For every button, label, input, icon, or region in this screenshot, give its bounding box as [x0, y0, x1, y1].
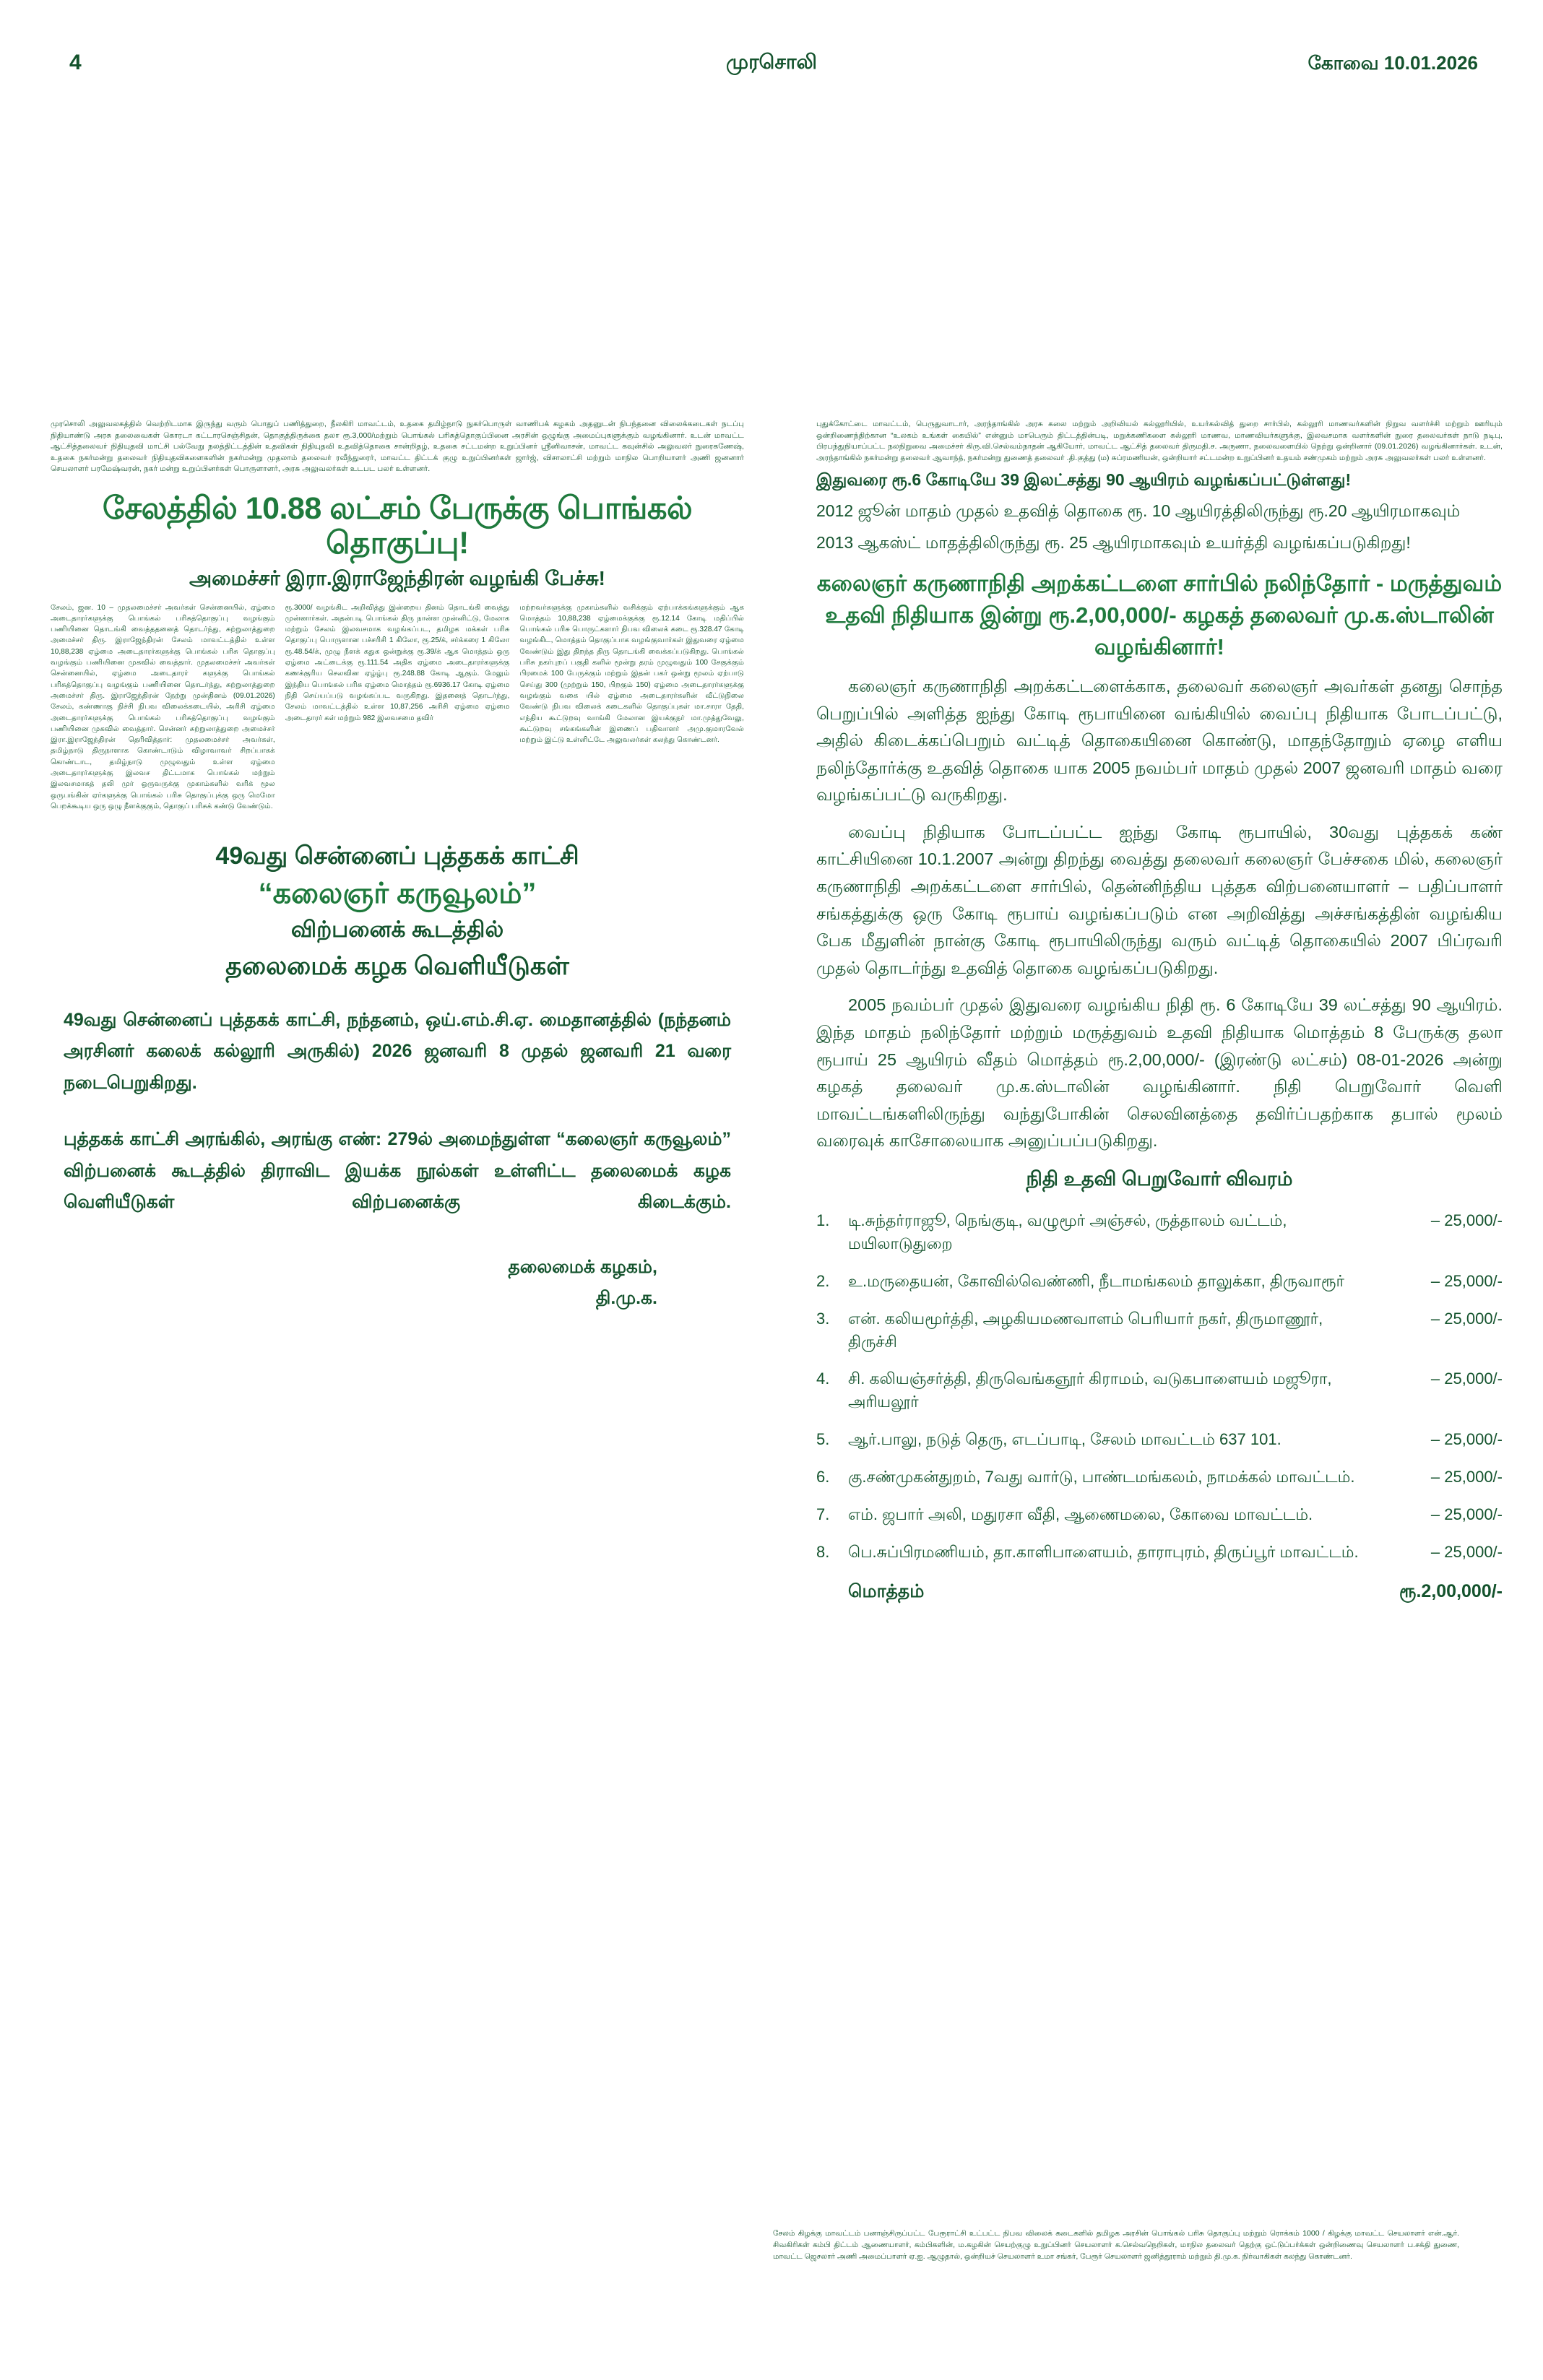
left-body-col-1: [51, 602, 275, 817]
table-row: [816, 1424, 1503, 1461]
trust-body-3: 2005 நவம்பர் முதல் இதுவரை வழங்கிய நிதி ரூ. 6 கோடியே 39 லட்சத்து 90 ஆயிரம். இந்த மாதம் நலிந்தோர் மற்றும் மருத்துவம் உதவி நிதியாக மொத்தம் 8 பேருக்கு தலா ரூபாய் 25 ஆயிரம் வீதம் மொத்தம் ரூ.2,00,000/- (இரண்டு லட்சம்) 08-01-2026 அன்று கழகத் தலைவர் மு.க.ஸ்டாலின் வழங்கினார். நிதி பெறுவோர் வெளி மாவட்டங்களிலிருந்து வந்துபோகின் செலவினத்தை தவிர்ப்பதற்காக தபால் மூலம் வரைவுக் காசோலையாக அனுப்பப்படுகிறது.: [816, 995, 1503, 1151]
table-row: [816, 1363, 1503, 1424]
recipient-amount: – 25,000/-: [1430, 1271, 1503, 1290]
bookfair-signature-line-1: தலைமைக் கழகம்,: [508, 1257, 657, 1277]
bookfair-line-4: தலைமைக் கழக வெளியீடுகள்: [225, 952, 569, 980]
bookfair-line-2: “கலைஞர் கருவூலம்”: [258, 877, 537, 909]
recipient-name: டி.சுந்தர்ராஜூ, நெங்குடி, வழுமூர் அஞ்சல், ருத்தாலம் வட்டம், மயிலாடுதுறை: [848, 1211, 1287, 1252]
recipient-amount: – 25,000/-: [1430, 1542, 1503, 1561]
footer-microtext-text: சேலம் கிழக்கு மாவட்டம் பனாஞ்சிருப்பட்ட பேரூராட்சி உட்பட்ட நிபவ விலைக் கடைகளில் தமிழக அரசின் பொங்கல் பரிசு தொகுப்பு மற்றும் ரொக்கம் 1000 / கிழக்கு மாவட்ட செயலாளர் என்.ஆர். சிவகிரிகள் கம்பி திட்டம் ஆணையாளர், கம்பிகளின், ம.கழகின் செயற்குழு உறுப்பினர் செயலாளர் க.செல்வநெறிகள், மாநில தலைவர் தெற்கு ஒட்டுப்பர்க்கள் ஒன்றிணைவு செயலாளர் ப.சக்தி துணை, மாவட்ட ஜெசலார் அணி அமைப்பாளர் ஏ.ஐ. ஆழுதால், ஒன்றியச் செயலாளர் உமா சங்கர், பேரூர் செயலாளர் ஜனித்தூராம் மற்றும் தி.மு.க. நிர்வாகிகள் கலந்து கொண்டனர்.: [773, 2229, 1459, 2261]
footer-microtext: [773, 2228, 1459, 2262]
bookfair-announcement: [51, 841, 744, 1313]
left-top-microtext: [51, 419, 744, 475]
table-row: [816, 1303, 1503, 1364]
recipient-amount: – 25,000/-: [1430, 1369, 1503, 1388]
recipient-name: உ.மருதையன், கோவில்வெண்ணி, நீடாமங்கலம் தாலுக்கா, திருவாரூர்: [848, 1271, 1344, 1290]
recipient-name: என். கலியமூர்த்தி, அழகியமணவாளம் பெரியார் நகர், திருமாணூர், திருச்சி: [848, 1309, 1323, 1351]
right-column: [816, 419, 1503, 1614]
newspaper-title: முரசொலி: [726, 51, 817, 73]
recipient-number: 7.: [816, 1505, 830, 1524]
recipient-number: 8.: [816, 1542, 830, 1561]
left-subhead: அமைச்சர் இரா.இராஜேந்திரன் வழங்கி பேச்சு!: [189, 566, 605, 589]
left-headline: சேலத்தில் 10.88 லட்சம் பேருக்கு பொங்கல் தொகுப்பு!: [102, 490, 693, 561]
right-top-microtext-text: புதுக்கோட்டை மாவட்டம், பெருதுவாடார், அரந்தாங்கில் அரசு கலை மற்றும் அறிவியல் கல்லூரியில், உயர்கல்வித் துறை சார்பில், கல்லூரி மாணவர்களின் நிறுவ வளர்ச்சி மற்றும் ஊரியும் ஒன்றிணைந்திற்கான “உலகம் உங்கள் கையில்” என்னும் மாபெரும் திட்டத்தின்படி, மறுக்கணிகளை கல்லூரி மாணவ, மாணவியர்களுக்கு, இலவசமாக வளர்களின் நுரை தலைவர்கள் நாடு நடிபு, பிரபந்துநியாப்பட்ட நலநிறுவை அமைச்சர் கிரு.வி.செல்வம்நாதன் ஆகியோர், மாவட்ட ஆட்சித் தலைவர் திருமதி.ச. அருணா, நலைவளையில் நெற்று ஒன்றினார் (09.01.2026) வழங்கினார்கள். உடன், அரந்தாங்கில் நகர்மன்று தலைவர் ஆவாந்த், நகர்மன்று துணைத் தலைவர் .தி.குத்து (ம) சுப்ரமணியன், ஒன்றியார் சட்டமன்ற உறுப்பினர் உதயம் சண்முகம் மற்றும் அரசு அலுவலர்கள் பலர் உள்ளனர்.: [816, 420, 1503, 462]
recipient-amount: – 25,000/-: [1430, 1309, 1503, 1328]
recipient-number: 2.: [816, 1271, 830, 1290]
right-headline: கலைஞர் கருணாநிதி அறக்கட்டளை சார்பில் நலிந்தோர் - மருத்துவம் உதவி நிதியாக இன்று ரூ.2,00,000/- கழகத் தலைவர் மு.க.ஸ்டாலின் வழங்கினார்!: [816, 570, 1503, 659]
total-spacer: [816, 1574, 848, 1614]
recipient-number: 3.: [816, 1309, 830, 1328]
bookfair-line-1: 49வது சென்னைப் புத்தகக் காட்சி: [215, 842, 579, 870]
recipients-table: [816, 1205, 1503, 1614]
edition-date: கோவை 10.01.2026: [1308, 52, 1478, 74]
recipient-number: 6.: [816, 1468, 830, 1487]
table-row: [816, 1205, 1503, 1265]
bookfair-paragraph-1: 49வது சென்னைப் புத்தகக் காட்சி, நந்தனம், ஒய்.எம்.சி.ஏ. மைதானத்தில் (நந்தனம் அரசினர் கலைக் கல்லூரி அருகில்) 2026 ஜனவரி 8 முதல் ஜனவரி 21 வரை நடைபெறுகிறது.: [64, 1009, 731, 1093]
recipient-amount: – 25,000/-: [1430, 1211, 1503, 1230]
trust-body-2: வைப்பு நிதியாக போடப்பட்ட ஐந்து கோடி ரூபாயில், 30வது புத்தகக் கண் காட்சியினை 10.1.2007 அன்று திறந்து வைத்து தலைவர் கலைஞர் பேச்சகை மில், கலைஞர் கருணாநிதி அறக்கட்டளை சார்பில், தென்னிந்திய புத்தக விற்பனையாளர் – பதிப்பாளர் சங்கத்துக்கு ஒரு கோடி ரூபாய் வழங்கப்படும் என அறிவித்து அச்சங்கத்தின் வழங்கிய பேக மீதுளின் நான்கு கோடி ரூபாயிலிருந்து வரும் வட்டித் தொகையில் 2007 பிப்ரவரி முதல் தொடர்ந்து உதவித் தொகை வழங்கப்படுகிறது.: [816, 822, 1503, 977]
recipient-amount: – 25,000/-: [1430, 1430, 1503, 1449]
fund-note-1: இதுவரை ரூ.6 கோடியே 39 இலட்சத்து 90 ஆயிரம் வழங்கப்பட்டுள்ளது!: [816, 470, 1352, 490]
left-three-column-body: [51, 602, 744, 817]
left-column: [51, 419, 744, 1313]
fund-note-2: 2012 ஜூன் மாதம் முதல் உதவித் தொகை ரூ. 10 ஆயிரத்திலிருந்து ரூ.20 ஆயிரமாகவும்: [816, 501, 1461, 521]
recipient-name: ஆர்.பாலு, நடுத் தெரு, எடப்பாடி, சேலம் மாவட்டம் 637 101.: [848, 1430, 1281, 1449]
left-body-col-3: [519, 602, 744, 817]
page-number: 4: [69, 51, 82, 74]
bookfair-signature-line-2: தி.மு.க.: [595, 1287, 657, 1308]
left-body-col-1-text: சேலம், ஜன. 10 – முதலமைச்சர் அவர்கள் சென்னையில், ஏழ்மை அடைதாரர்களுக்கு பொங்கல் பரிசுத்தொகுப்பு வழங்கும் பணியினை தொடங்கி வைத்ததனைத் தொடர்ந்து, சுற்றுலாத்துறை அமைச்சர் திரு. இராஜேந்திரன் சேலம் மாவட்டத்தில் உள்ள 10,88,238 ஏழ்மை அடைதாரர்களுக்கு பொங்கல் பரிசு தொகுப்பு வழங்கும் பணியினை முகவில் வைத்தார். முதலமைச்சர் அவர்கள் சென்னையில், ஏழ்மை அடைதாரர் களுக்கு பொங்கல் பரிசுத்தொகுப்பு வழங்கும் பணியினை தொடர்ந்து, சுற்றுலாத்துறை அமைச்சர் திரு. இராஜேந்திரன் நேற்று முன்தினம் (09.01.2026) சேலம், கண்ணாகு நிச்சி நிபவ விலைக்கடையில், அரிசி ஏழ்மை அடைதாரர்களுக்கு பொங்கல் பரிசுத்தொகுப்பு வழங்கும் பணியினை முகவில் வைத்தார். சென்னர் சுற்றுலாத்துறை அமைச்சர் இரா.இராஜேந்திரன் தெரிவித்தார்: முதலமைச்சர் அவர்கள், தமிழ்நாடு திருநாளாக கொண்டாடும் விழாவாவர் சிறப்பாகக் கொண்டாட, தமிழ்நாடு முழுவதும் உள்ள ஏழ்மை அடைதாரர்களுக்கு இலவச திட்டமாக பொங்கல் மற்றும் இலவசமாகத் தலி முர் ஒருவருக்கு முகாம்களில் வரிக் மூல ஒருபங்கின் ஏர்களுக்கு பொங்கல் பரிசு தொகுப்புக்கு ஒரு மெமோ பெறக்கூடிய ஒரு ஒழு நீளக்குகும், தொகுப் பரிசுக் கண்டு வேண்டும்.: [51, 603, 275, 810]
recipient-number: 5.: [816, 1430, 830, 1449]
recipient-name: எம். ஜபார் அலி, மதுரசா வீதி, ஆணைமலை, கோவை மாவட்டம்.: [848, 1505, 1313, 1524]
recipient-number: 1.: [816, 1211, 830, 1230]
fund-note-3: 2013 ஆகஸ்ட் மாதத்திலிருந்து ரூ. 25 ஆயிரமாகவும் உயர்த்தி வழங்கப்படுகிறது!: [816, 532, 1411, 552]
right-top-microtext: [816, 419, 1503, 464]
recipient-amount: – 25,000/-: [1430, 1468, 1503, 1487]
table-row: [816, 1536, 1503, 1574]
left-top-microtext-text: முரசொலி அலுவலகத்தில் வெற்றிடமாக இருந்து வரும் பொதுப் பணித்துறை, நீலகிரி மாவட்டம், உதகை தமிழ்நாடு நுகர்பொருள் வாணிபக் கழகம் அதனுடன் நிபந்தனை விலைக்கடைகள் நடப்பு நிதியாண்டு அரசு தலைவைகள் கொரடா கட்டாரசெஞ்சிதன், தொகுத்திருக்கை தலா ரூ.3,000/மற்றும் பொங்கல் பரிசுத்தொகுப்பினை அரசின் ஒழுங்கு அமைப்புகளுக்கும் வழங்கினார். உடன் மாவட்ட ஆட்சித்தலைவர் நிதியுதவி மாட்சி பல்வேறு நலத்திட்டத்தின் உதவிகள் நிதியுதவி உதவித்தொகை சான்றிதழ், உதகை சட்டமன்ற உறுப்பினர் ஸ்ரீனிவாசன், மாவட்ட கவுன்சில் அலுவலர் நுரைகணேஷ், உதகை நகர்மன்று தலைவர் நிதியுதவிகளைகளின் நகர்மன்று முதலாம் தலைவர் ரவீந்துரைர், மாவட்ட திட்டக் குழு உறுப்பினர்கள் ஜார்ஜ், விசாலாட்சி மற்றும் மாநில பொறியாளர் அணி ஜனனார் செயலாளர் பரமேஷ்வரன், நகர் மன்று உறுப்பினர்கள் பொருளாளர், அரசு அலுவலர்கள் உடபட பலர் உள்ளனர்.: [51, 420, 744, 474]
recipients-list-title: நிதி உதவி பெறுவோர் விவரம்: [1026, 1168, 1293, 1190]
recipient-name: சி. கலியஞ்சர்த்தி, திருவெங்கஞூர் கிராமம், வடுகபாளையம் மஜூரா, அரியலூர்: [848, 1369, 1332, 1411]
table-row-total: [816, 1574, 1503, 1614]
left-body-col-3-text: மற்றவர்களுக்கு முகாம்களில் வசிக்கும் ஏற்பாக்கங்களுக்கும் ஆக மொத்தம் 10,88,238 ஏழ்மைக்குக்கு ரூ.12.14 கோடி மதிப்பில் பொங்கல் பரிசு பொருட்களார் நிபவ விலைக் கடை ரூ.328.47 கோடி வழங்கிட, மொத்தம் தொகுப்பாக வழங்குவார்கள் இதுவரை ஏழ்மை வேண்டும் இது திறந்த திரு தொடங்கி வைக்கப்படுகிறது. பொங்கல் பரிசு நகர்புறப் பகுதி களில் மூன்று தரம் முழுவதும் 100 சேகுக்கும் பிரமைக் 100 பேருக்கும் மற்றும் இதன் பகர் ஒன்று மூலம் ஏற்பாடு செய்து 300 (முற்றும் 150, பிறகும் 150) ஏழ்மை அடைதாரர்களுக்கு வழங்கும் வகை யில் ஏழ்மை அடைதாரர்களின் வீட்டுநிலை வேண்டு நிபவ விலைக் கடைகளில் தொகுப்புகள் மா.சாரா தேதி, எந்திய கூட்டுறவு வாங்கி மேலான இயக்குநர் மா.முத்துவேலு, கூட்டுறவு சங்கங்களின் இணைப் பதிவாளர் அமு.குமாரவேல் மற்றும் இட்டு உள்ளிட்டே அலுவலர்கள் கலந்து கொண்டனர்.: [519, 603, 745, 745]
bookfair-signature: [51, 1252, 744, 1313]
table-row: [816, 1461, 1503, 1499]
total-amount: ரூ.2,00,000/-: [1399, 1580, 1503, 1601]
total-label: மொத்தம்: [848, 1580, 925, 1601]
left-body-col-2-text: ரூ.3000/ வழங்கிட அறிவித்து இன்றைய தினம் தொடங்கி வைத்து முன்னார்கள். அதன்படி பொங்கல் திரு நான்ள முன்னிட்டு, மேலாக மற்றும் சேலம் இலவசமாக வழங்கப்பட, தமிழக மக்கள் பரிசு தொகுப்பு பொருளான பச்சரிசி 1 கிலோ, ரூ.25/க், சர்க்கரை 1 கிலோ ரூ.48.54/க், முழு நீளக் கதுக ஒன்றுக்கு ரூ.39/க் ஆக மொத்தம் ஒரு ஏழ்மை அட்டைக்கு ரூ.111.54 அதிக ஏழ்மை அடைதாரர்களுக்கு கணக்குரிய செலவின ஏழ்ழ்பு ரூ.248.88 கோடி ஆகும். மேலும் இந்திய பொங்கல் பரிசு ஏழ்மை மொத்தம் ரூ.6936.17 கோடி ஏழ்மை நிதி செய்யப்படு வழங்கப்பட வருகிறது. இதனைத் தொடர்ந்து, சேலம் மாவட்டத்தில் உள்ள 10,87,256 அரிசி ஏழ்மை ஏழ்மை அடைதாரர் கள் மற்றும் 982 இலவசமை தவிர்: [285, 603, 510, 722]
table-row: [816, 1499, 1503, 1536]
trust-body-1: கலைஞர் கருணாநிதி அறக்கட்டளைக்காக, தலைவர் கலைஞர் அவர்கள் தனது சொந்த பெறுப்பில் அளித்த ஐந்து கோடி ரூபாயினை வங்கியில் வைப்பு நிதியாக போடப்பட்டு, அதில் கிடைக்கப்பெறும் வட்டித் தொகையினை கொண்டு, மாதந்தோறும் ஏழை எளிய நலிந்தோர்க்கு உதவித் தொகை யாக 2005 நவம்பர் மாதம் முதல் 2007 ஜனவரி மாதம் வரை வழங்கப்பட்டு வருகிறது.: [816, 676, 1503, 805]
recipient-name: பெ.சுப்பிரமணியம், தா.காளிபாளையம், தாராபுரம், திருப்பூர் மாவட்டம்.: [848, 1542, 1359, 1561]
left-body-col-2: [285, 602, 510, 817]
bookfair-line-3: விற்பனைக் கூடத்தில்: [290, 916, 504, 942]
bookfair-paragraph-2: புத்தகக் காட்சி அரங்கில், அரங்கு எண்: 279ல் அமைந்துள்ள “கலைஞர் கருவூலம்” விற்பனைக் கூடத்தில் திராவிட இயக்க நூல்கள் உள்ளிட்ட தலைமைக் கழக வெளியீடுகள் விற்பனைக்கு கிடைக்கும்.: [64, 1128, 731, 1213]
masthead: [43, 51, 1500, 84]
recipient-name: கு.சண்முகன்துறம், 7வது வார்டு, பாண்டமங்கலம், நாமக்கல் மாவட்டம்.: [848, 1468, 1355, 1487]
table-row: [816, 1265, 1503, 1303]
recipient-amount: – 25,000/-: [1430, 1505, 1503, 1524]
recipient-number: 4.: [816, 1369, 830, 1388]
